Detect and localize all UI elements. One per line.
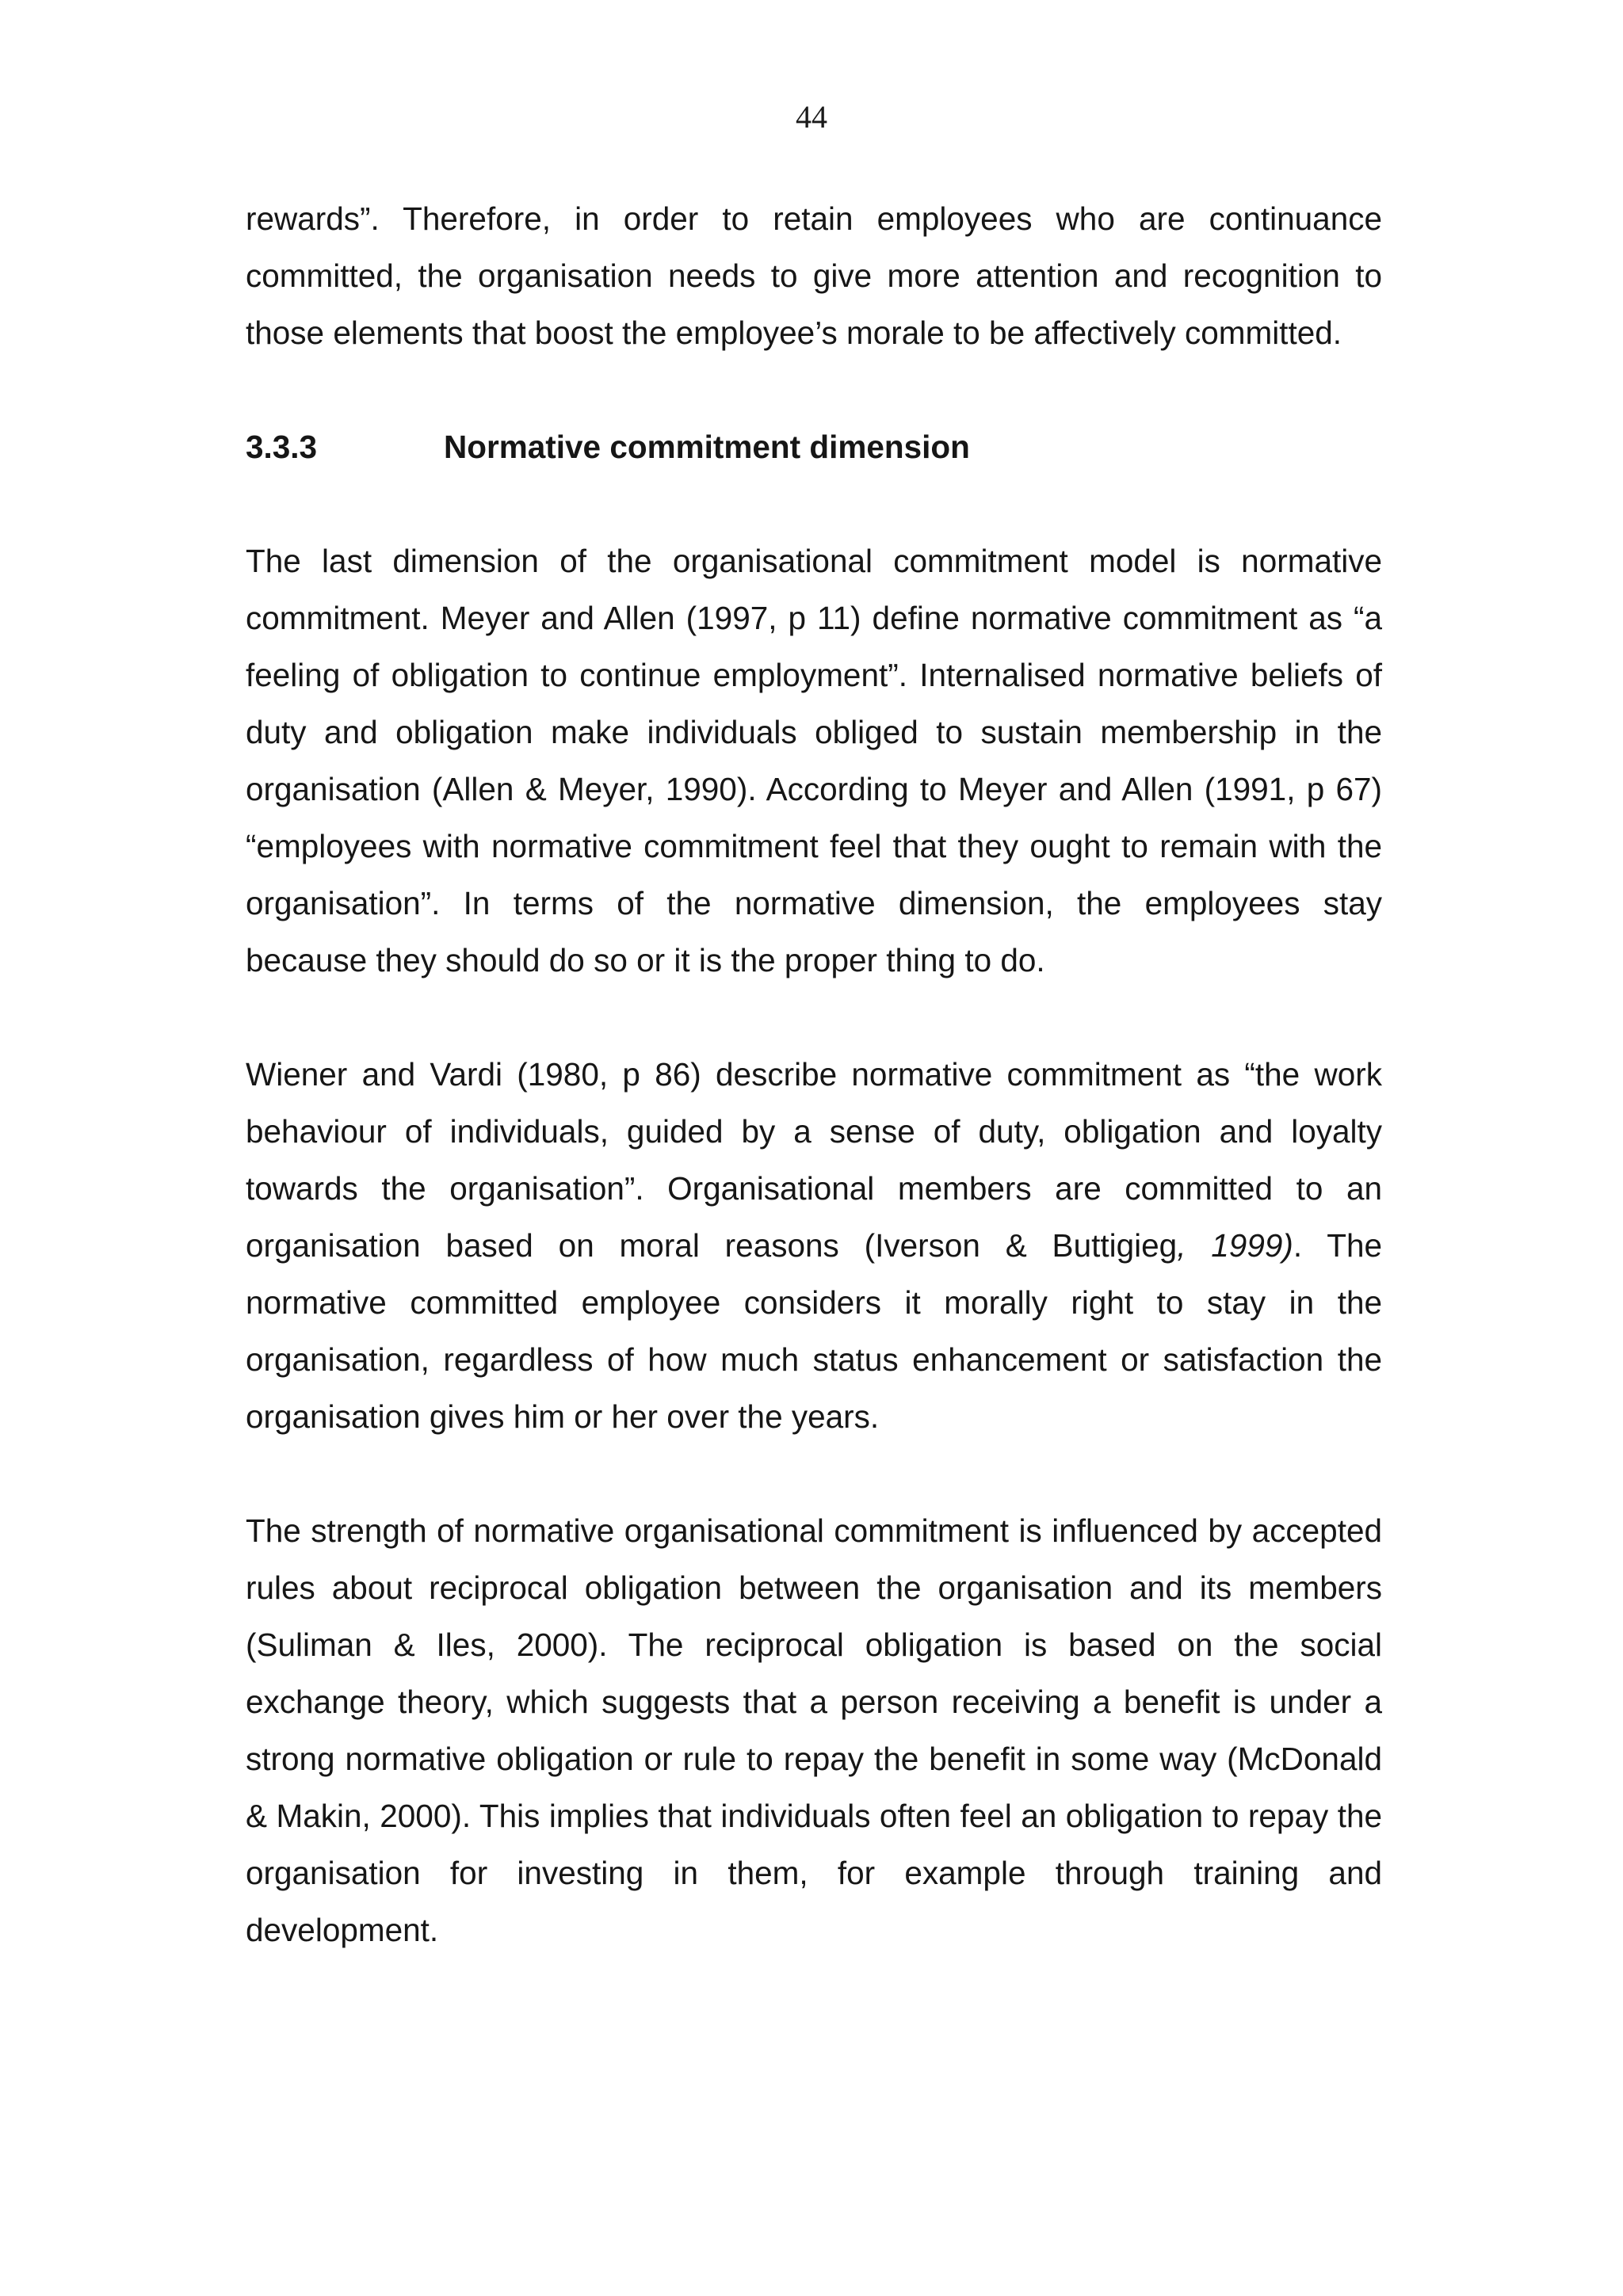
paragraph-text-part-1: Wiener and Vardi (1980, p 86) describe normative commitment as “the work behaviour of individuals, guided by a sense of duty, obligation and loyalty towards the organisation”. Organisational members are committed to an organisation based on moral reasons (Iverson & Buttigieg xyxy=(246,1056,1382,1264)
section-title: Normative commitment dimension xyxy=(444,429,970,465)
section-number: 3.3.3 xyxy=(246,429,318,465)
paragraph-reciprocal-obligation: The strength of normative organisational commitment is influenced by accepted rules about reciprocal obligation between the organisation and its members (Suliman & Iles, 2000). The reciprocal obligation is based on the social exchange theory, which suggests that a person receiving a benefit is under a strong normative obligation or rule to repay the benefit in some way (McDonald & Makin, 2000). This implies that individuals often feel an obligation to repay the organisation for investing in them, for example through training and development. xyxy=(246,1512,1382,1948)
citation-year-italic: , 1999) xyxy=(1177,1227,1293,1264)
body-text xyxy=(246,190,1382,1958)
paragraph-wiener-vardi xyxy=(246,1046,1382,1445)
paragraph-normative-definition: The last dimension of the organisational commitment model is normative commitment. Meyer and Allen (1997, p 11) define normative commitment as “a feeling of obligation to continue employment”. Internalised normative beliefs of duty and obligation make individuals obliged to sustain membership in the organisation (Allen & Meyer, 1990). According to Meyer and Allen (1991, p 67) “employees with normative commitment feel that they ought to remain with the organisation”. In terms of the normative dimension, the employees stay because they should do so or it is the proper thing to do. xyxy=(246,543,1382,978)
paragraph-text-part-2: . The normative committed employee considers it morally right to stay in the organisation, regardless of how much status enhancement or satisfaction the organisation gives him or her over the years. xyxy=(246,1227,1383,1435)
page-number: 44 xyxy=(796,99,827,135)
section-heading xyxy=(246,418,1382,475)
paragraph-continuation: rewards”. Therefore, in order to retain employees who are continuance committed, the organisation needs to give more attention and recognition to those elements that boost the employee’s morale to be affectively committed. xyxy=(246,200,1382,351)
